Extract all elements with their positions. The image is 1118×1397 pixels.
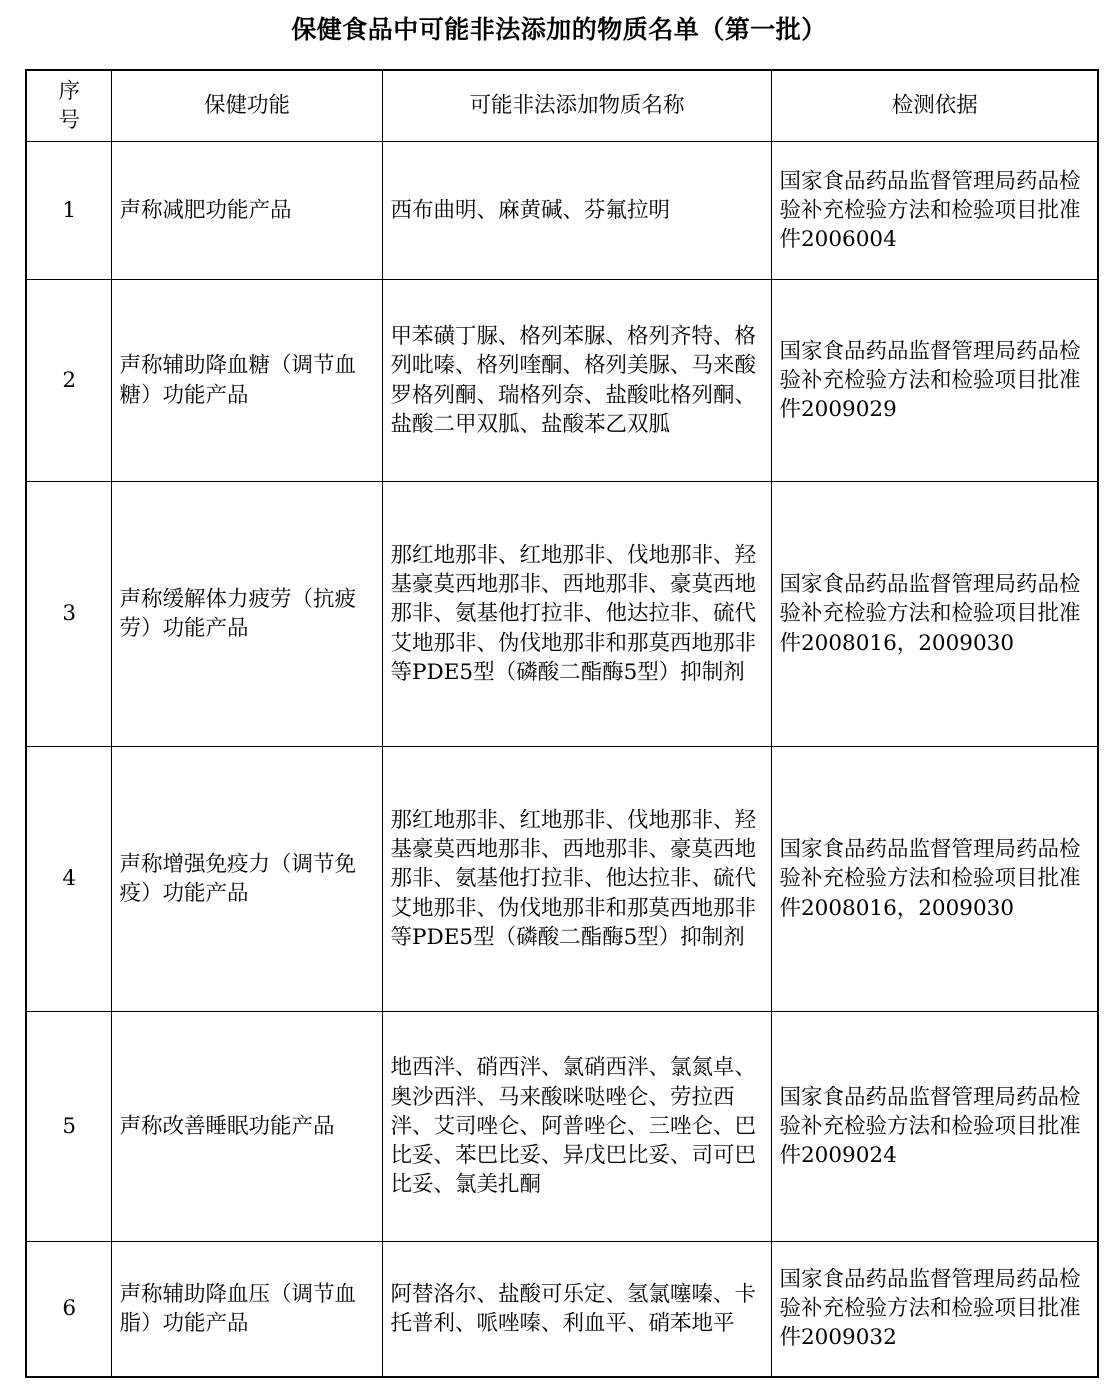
- column-header-index-text: 序号: [58, 78, 80, 133]
- table-header-row: [26, 70, 1098, 142]
- cell-substances: 阿替洛尔、盐酸可乐定、氢氯噻嗪、卡托普利、哌唑嗪、利血平、硝苯地平: [382, 1242, 771, 1377]
- cell-function: 声称缓解体力疲劳（抗疲劳）功能产品: [111, 482, 382, 747]
- column-header-substances: 可能非法添加物质名称: [382, 70, 771, 142]
- cell-basis: 国家食品药品监督管理局药品检验补充检验方法和检验项目批准件2008016，2009030: [771, 482, 1098, 747]
- cell-basis: 国家食品药品监督管理局药品检验补充检验方法和检验项目批准件2009032: [771, 1242, 1098, 1377]
- cell-substances: 西布曲明、麻黄碱、芬氟拉明: [382, 142, 771, 280]
- column-header-index: [26, 70, 111, 142]
- cell-index: 6: [26, 1242, 111, 1377]
- cell-function: 声称改善睡眠功能产品: [111, 1012, 382, 1242]
- table-header: [26, 70, 1098, 142]
- cell-basis: 国家食品药品监督管理局药品检验补充检验方法和检验项目批准件2008016，2009030: [771, 747, 1098, 1012]
- cell-function: 声称增强免疫力（调节免疫）功能产品: [111, 747, 382, 1012]
- cell-substances: 那红地那非、红地那非、伐地那非、羟基豪莫西地那非、西地那非、豪莫西地那非、氨基他打拉非、他达拉非、硫代艾地那非、伪伐地那非和那莫西地那非等PDE5型（磷酸二酯酶5型）抑制剂: [382, 482, 771, 747]
- cell-index: 2: [26, 280, 111, 482]
- cell-function: 声称辅助降血压（调节血脂）功能产品: [111, 1242, 382, 1377]
- table-row: [26, 1242, 1098, 1377]
- cell-index: 3: [26, 482, 111, 747]
- cell-index: 5: [26, 1012, 111, 1242]
- table-row: [26, 747, 1098, 1012]
- table-row: [26, 142, 1098, 280]
- cell-basis: 国家食品药品监督管理局药品检验补充检验方法和检验项目批准件2009029: [771, 280, 1098, 482]
- cell-basis: 国家食品药品监督管理局药品检验补充检验方法和检验项目批准件2006004: [771, 142, 1098, 280]
- cell-substances: 那红地那非、红地那非、伐地那非、羟基豪莫西地那非、西地那非、豪莫西地那非、氨基他打拉非、他达拉非、硫代艾地那非、伪伐地那非和那莫西地那非等PDE5型（磷酸二酯酶5型）抑制剂: [382, 747, 771, 1012]
- table-body: [26, 142, 1098, 1377]
- cell-substances: 地西泮、硝西泮、氯硝西泮、氯氮卓、奥沙西泮、马来酸咪哒唑仑、劳拉西泮、艾司唑仑、阿普唑仑、三唑仑、巴比妥、苯巴比妥、异戊巴比妥、司可巴比妥、氯美扎酮: [382, 1012, 771, 1242]
- cell-substances: 甲苯磺丁脲、格列苯脲、格列齐特、格列吡嗪、格列喹酮、格列美脲、马来酸罗格列酮、瑞格列奈、盐酸吡格列酮、盐酸二甲双胍、盐酸苯乙双胍: [382, 280, 771, 482]
- cell-function: 声称减肥功能产品: [111, 142, 382, 280]
- cell-index: 4: [26, 747, 111, 1012]
- table-row: [26, 482, 1098, 747]
- column-header-basis: 检测依据: [771, 70, 1098, 142]
- substances-table: [25, 69, 1099, 1378]
- column-header-function: 保健功能: [111, 70, 382, 142]
- table-row: [26, 280, 1098, 482]
- cell-function: 声称辅助降血糖（调节血糖）功能产品: [111, 280, 382, 482]
- cell-index: 1: [26, 142, 111, 280]
- page-title: 保健食品中可能非法添加的物质名单（第一批）: [291, 15, 827, 44]
- table-row: [26, 1012, 1098, 1242]
- cell-basis: 国家食品药品监督管理局药品检验补充检验方法和检验项目批准件2009024: [771, 1012, 1098, 1242]
